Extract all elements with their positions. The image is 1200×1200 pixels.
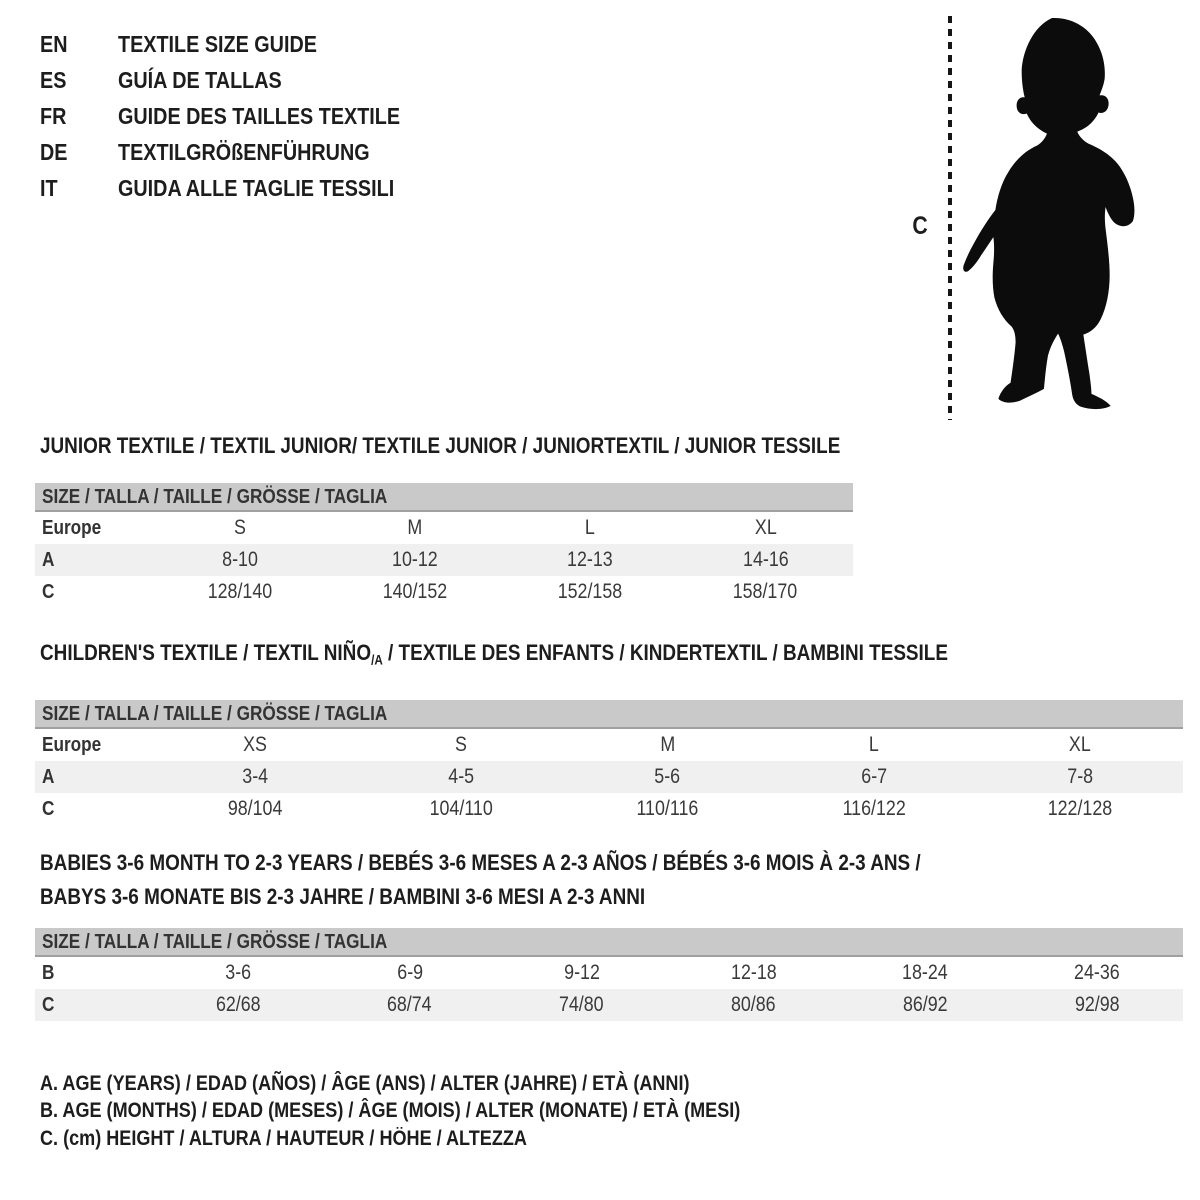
- size-cell: XL: [754, 516, 777, 539]
- size-cell: L: [868, 732, 879, 756]
- size-cell: M: [407, 516, 423, 539]
- value-cell: 128/140: [207, 580, 272, 603]
- lang-code: IT: [40, 174, 58, 201]
- row-label: Europe: [42, 733, 102, 756]
- section-junior-textile: [35, 435, 853, 608]
- value-cell: 80/86: [731, 993, 776, 1016]
- value-cell: 10-12: [392, 548, 438, 571]
- value-cell: 158/170: [733, 580, 798, 603]
- height-measure-dashed-line: [948, 16, 952, 420]
- lang-title: GUIDA ALLE TAGLIE TESSILI: [118, 174, 395, 201]
- value-cell: 6-7: [860, 764, 887, 788]
- row-label: B: [42, 962, 55, 984]
- value-cell: 14-16: [742, 548, 789, 571]
- value-cell: 92/98: [1074, 993, 1120, 1016]
- value-cell: 116/122: [842, 796, 906, 820]
- size-cell: S: [455, 732, 468, 756]
- value-cell: 12-18: [730, 961, 777, 984]
- size-cell: L: [585, 516, 596, 539]
- size-cell: M: [660, 732, 675, 756]
- value-cell: 8-10: [221, 548, 258, 571]
- value-cell: 98/104: [227, 796, 283, 820]
- row-label: Europe: [42, 517, 102, 539]
- junior-size-table: [35, 483, 853, 608]
- babies-size-table: [35, 928, 1183, 1021]
- language-row: [40, 62, 446, 98]
- lang-title: GUÍA DE TALLAS: [118, 66, 282, 93]
- value-cell: 3-4: [242, 764, 269, 788]
- section-babies-textile: [35, 846, 1183, 1021]
- table-row-height: [35, 793, 1183, 825]
- note-line-b: B. AGE (MONTHS) / EDAD (MESES) / ÂGE (MOIS) / ALTER (MONATE) / ETÀ (MESI): [40, 1099, 741, 1123]
- table-row-europe: [35, 512, 853, 544]
- section-title: CHILDREN'S TEXTILE / TEXTIL $NIÑO_{/A}$ / TEXTILE DES ENFANTS / KINDERTEXTIL / BAMBINI TESSILE: [40, 640, 948, 668]
- value-cell: 12-13: [567, 548, 613, 571]
- table-row-height: [35, 989, 1183, 1021]
- lang-title: GUIDE DES TAILLES TEXTILE: [118, 102, 401, 129]
- lang-code: ES: [40, 66, 67, 93]
- section-title-line2: BABYS 3-6 MONATE BIS 2-3 JAHRE / BAMBINI 3-6 MESI A 2-3 ANNI: [40, 884, 646, 909]
- size-header-bar: SIZE / TALLA / TAILLE / GRÖSSE / TAGLIA: [35, 483, 853, 512]
- value-cell: 4-5: [448, 764, 475, 788]
- section-title-line1: BABIES 3-6 MONTH TO 2-3 YEARS / BEBÉS 3-6 MESES A 2-3 AÑOS / BÉBÉS 3-6 MOIS À 2-3 ANS /: [40, 850, 921, 875]
- measure-label-c: C: [912, 212, 928, 240]
- row-label: C: [42, 994, 55, 1016]
- row-label: C: [42, 797, 55, 820]
- value-cell: 9-12: [563, 961, 600, 984]
- section-title: JUNIOR TEXTILE / TEXTIL JUNIOR/ TEXTILE JUNIOR / JUNIORTEXTIL / JUNIOR TESSILE: [40, 433, 841, 458]
- row-label: A: [42, 549, 55, 571]
- language-row: [40, 134, 446, 170]
- table-row-months: [35, 957, 1183, 989]
- value-cell: 5-6: [654, 764, 681, 788]
- toddler-silhouette-icon: [963, 16, 1140, 422]
- table-row-age: [35, 761, 1183, 793]
- value-cell: 86/92: [902, 993, 948, 1016]
- value-cell: 122/128: [1047, 796, 1113, 820]
- size-cell: XS: [243, 732, 268, 756]
- value-cell: 18-24: [902, 961, 949, 984]
- children-size-table: [35, 700, 1183, 825]
- note-line-a: A. AGE (YEARS) / EDAD (AÑOS) / ÂGE (ANS) / ALTER (JAHRE) / ETÀ (ANNI): [40, 1072, 690, 1095]
- value-cell: 24-36: [1074, 961, 1120, 984]
- value-cell: 152/158: [557, 580, 623, 603]
- lang-title: TEXTILGRÖßENFÜHRUNG: [118, 138, 370, 165]
- nino-a-subscript: /A: [371, 652, 383, 668]
- size-header-bar: SIZE / TALLA / TAILLE / GRÖSSE / TAGLIA: [35, 928, 1183, 957]
- legend-notes: [40, 1070, 854, 1152]
- value-cell: 62/68: [215, 993, 261, 1016]
- value-cell: 110/116: [636, 796, 699, 820]
- language-row: [40, 170, 446, 206]
- row-label: C: [42, 581, 55, 603]
- value-cell: 104/110: [429, 796, 493, 820]
- section-childrens-textile: [35, 642, 1183, 825]
- lang-title: TEXTILE SIZE GUIDE: [118, 30, 317, 57]
- table-row-height: [35, 576, 853, 608]
- lang-code: EN: [40, 30, 68, 57]
- row-label: A: [42, 765, 55, 788]
- table-row-age: [35, 544, 853, 576]
- value-cell: 3-6: [225, 961, 251, 984]
- table-row-europe: [35, 729, 1183, 761]
- value-cell: 140/152: [382, 580, 448, 603]
- lang-code: DE: [40, 138, 68, 165]
- size-header-bar: SIZE / TALLA / TAILLE / GRÖSSE / TAGLIA: [35, 700, 1183, 729]
- value-cell: 7-8: [1067, 764, 1093, 788]
- note-line-c: C. (cm) HEIGHT / ALTURA / HAUTEUR / HÖHE / ALTEZZA: [40, 1126, 527, 1150]
- value-cell: 6-9: [396, 961, 423, 984]
- language-row: [40, 98, 446, 134]
- lang-code: FR: [40, 102, 67, 129]
- language-row: [40, 26, 446, 62]
- value-cell: 68/74: [387, 993, 433, 1016]
- value-cell: 74/80: [559, 993, 604, 1016]
- size-cell: S: [233, 516, 246, 539]
- size-cell: XL: [1068, 732, 1091, 756]
- language-title-list: [40, 26, 446, 206]
